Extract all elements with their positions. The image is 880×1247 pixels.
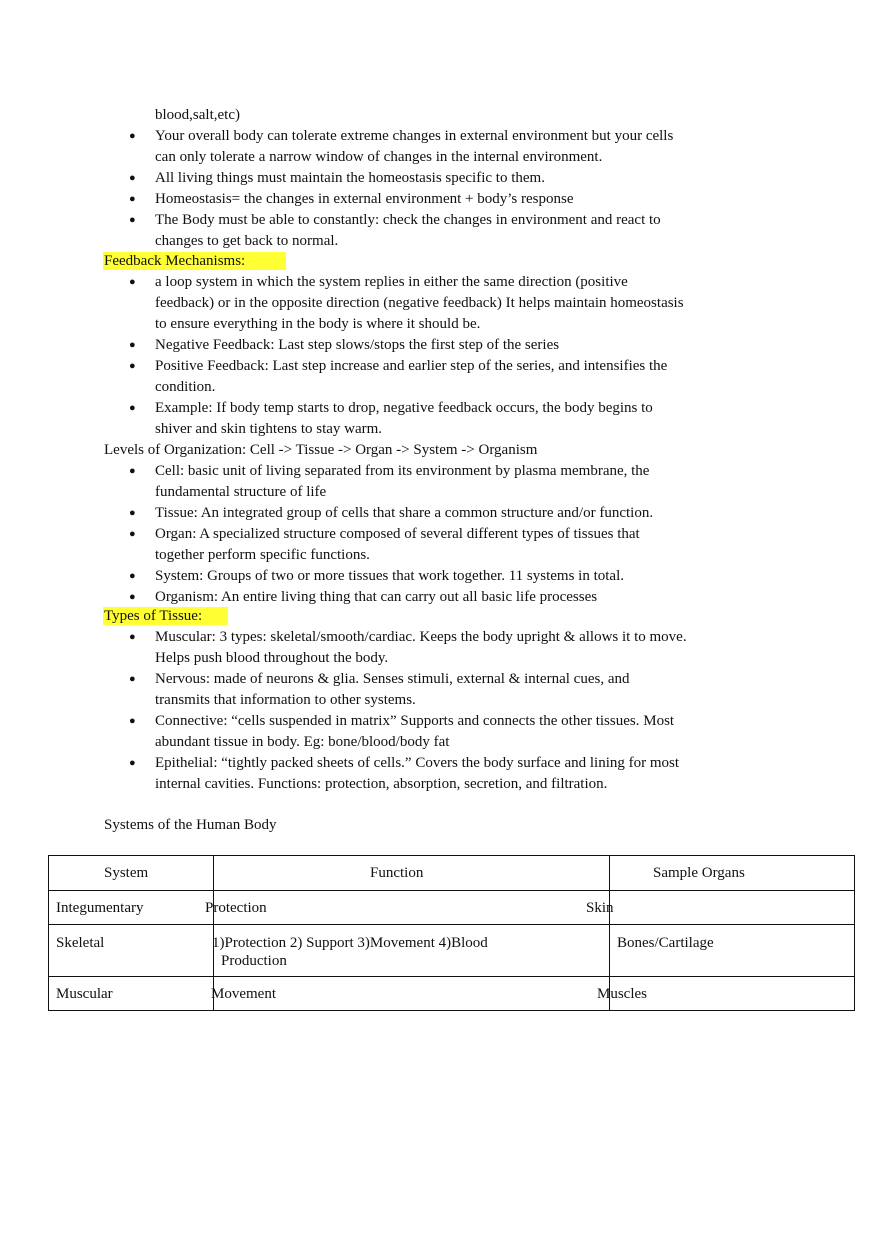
list-item: Organ: A specialized structure composed of several different types of tissues that — [155, 526, 640, 542]
cell-system: Integumentary — [49, 891, 214, 925]
list-item: Cell: basic unit of living separated from its environment by plasma membrane, the — [155, 463, 650, 479]
list-item: Negative Feedback: Last step slows/stops the first step of the series — [155, 337, 560, 353]
tissue-heading: Types of Tissue: — [104, 608, 203, 624]
list-item: Connective: “cells suspended in matrix” Supports and connects the other tissues. Most — [155, 713, 675, 729]
bullet-icon: ● — [129, 528, 136, 540]
list-item-continuation: abundant tissue in body. Eg: bone/blood/body fat — [155, 734, 450, 750]
table-row — [49, 977, 855, 1011]
cell-system: Skeletal — [49, 925, 214, 977]
levels-heading: Levels of Organization: Cell -> Tissue -> Organ -> System -> Organism — [104, 442, 538, 458]
list-item-continuation: feedback) or in the opposite direction (negative feedback) It helps maintain homeostasis — [155, 295, 684, 311]
cell-organs: Skin — [610, 891, 855, 925]
list-item: The Body must be able to constantly: check the changes in environment and react to — [155, 212, 661, 228]
list-item: Homeostasis= the changes in external environment + body’s response — [155, 191, 574, 207]
bullet-icon: ● — [129, 214, 136, 226]
intro-continuation: blood,salt,etc) — [155, 107, 240, 123]
bullet-icon: ● — [129, 172, 136, 184]
list-item: a loop system in which the system replies in either the same direction (positive — [155, 274, 628, 290]
list-item-continuation: condition. — [155, 379, 216, 395]
bullet-icon: ● — [129, 757, 136, 769]
bullet-icon: ● — [129, 631, 136, 643]
list-item-continuation: together perform specific functions. — [155, 547, 370, 563]
bullet-icon: ● — [129, 507, 136, 519]
list-item-continuation: internal cavities. Functions: protection, absorption, secretion, and filtration. — [155, 776, 608, 792]
bullet-icon: ● — [129, 360, 136, 372]
bullet-icon: ● — [129, 465, 136, 477]
list-item-continuation: to ensure everything in the body is where it should be. — [155, 316, 481, 332]
cell-organs: Muscles — [610, 977, 855, 1011]
list-item: Epithelial: “tightly packed sheets of cells.” Covers the body surface and lining for most — [155, 755, 680, 771]
list-item-continuation: Helps push blood throughout the body. — [155, 650, 389, 666]
list-item-continuation: shiver and skin tightens to stay warm. — [155, 421, 383, 437]
bullet-icon: ● — [129, 193, 136, 205]
list-item: System: Groups of two or more tissues that work together. 11 systems in total. — [155, 568, 624, 584]
bullet-icon: ● — [129, 130, 136, 142]
bullet-icon: ● — [129, 570, 136, 582]
bullet-icon: ● — [129, 715, 136, 727]
bullet-icon: ● — [129, 339, 136, 351]
list-item: Your overall body can tolerate extreme changes in external environment but your cells — [155, 128, 674, 144]
list-item-continuation: changes to get back to normal. — [155, 233, 339, 249]
header-cell-function: Function — [214, 856, 610, 891]
list-item: Example: If body temp starts to drop, negative feedback occurs, the body begins to — [155, 400, 653, 416]
bullet-icon: ● — [129, 591, 136, 603]
cell-function: Movement — [214, 977, 610, 1011]
header-cell-system: System — [49, 856, 214, 891]
list-item-continuation: can only tolerate a narrow window of changes in the internal environment. — [155, 149, 603, 165]
feedback-heading: Feedback Mechanisms: — [104, 253, 246, 269]
list-item-continuation: transmits that information to other systems. — [155, 692, 416, 708]
list-item: Nervous: made of neurons & glia. Senses stimuli, external & internal cues, and — [155, 671, 630, 687]
systems-table — [48, 855, 855, 1011]
systems-title: Systems of the Human Body — [104, 817, 277, 833]
table-row — [49, 925, 855, 977]
cell-system: Muscular — [49, 977, 214, 1011]
cell-organs: Bones/Cartilage — [610, 925, 855, 977]
cell-function: 1)Protection 2) Support 3)Movement 4)Blood Production — [214, 925, 610, 977]
list-item: Muscular: 3 types: skeletal/smooth/cardiac. Keeps the body upright & allows it to move. — [155, 629, 687, 645]
table-header-row — [49, 856, 855, 891]
list-item-continuation: fundamental structure of life — [155, 484, 327, 500]
cell-function: Protection — [214, 891, 610, 925]
list-item: Positive Feedback: Last step increase and earlier step of the series, and intensifies the — [155, 358, 668, 374]
header-cell-sample-organs: Sample Organs — [610, 856, 855, 891]
list-item: Organism: An entire living thing that can carry out all basic life processes — [155, 589, 598, 605]
table-row — [49, 891, 855, 925]
list-item: All living things must maintain the homeostasis specific to them. — [155, 170, 545, 186]
bullet-icon: ● — [129, 276, 136, 288]
bullet-icon: ● — [129, 402, 136, 414]
list-item: Tissue: An integrated group of cells that share a common structure and/or function. — [155, 505, 654, 521]
bullet-icon: ● — [129, 673, 136, 685]
